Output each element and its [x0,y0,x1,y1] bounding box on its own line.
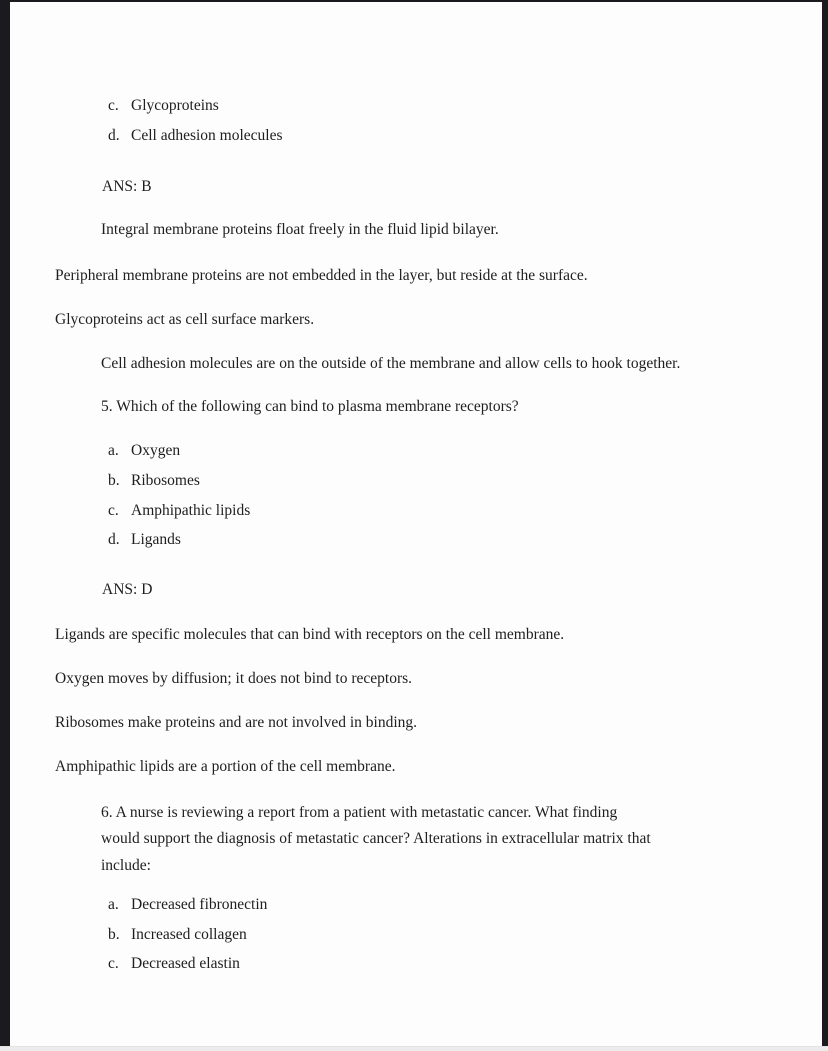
q4-rationale-line: Cell adhesion molecules are on the outside of the membrane and allow cells to hook together. [101,355,681,372]
option-text: Cell adhesion molecules [131,127,283,144]
option-text: Glycoproteins [131,97,219,114]
option-letter: a. [108,896,119,913]
option-text: Increased collagen [131,926,247,943]
option-text: Amphipathic lipids [131,502,251,519]
q5-option-a [108,441,180,460]
viewer-left-edge [0,0,10,1051]
option-letter: d. [108,531,120,548]
page-gap-strip [0,1046,828,1051]
q5-option-c [108,501,250,520]
q5-rationale-line: Oxygen moves by diffusion; it does not bind to receptors. [55,670,413,687]
option-letter: c. [108,955,119,972]
q6-option-b [108,925,247,944]
viewer-right-edge [822,0,828,1051]
q4-rationale-line: Peripheral membrane proteins are not embedded in the layer, but reside at the surface. [55,267,588,284]
q4-option-d [108,126,283,145]
option-letter: d. [108,127,120,144]
q5-stem: 5. Which of the following can bind to plasma membrane receptors? [101,398,519,415]
q6-stem-line: include: [101,856,151,874]
q6-option-a [108,895,267,914]
option-letter: c. [108,97,119,114]
viewer-top-edge [0,0,828,2]
option-letter: b. [108,472,120,489]
q5-option-b [108,471,200,490]
q4-answer: ANS: B [102,178,152,195]
q5-option-d [108,530,181,549]
q4-option-c [108,96,219,115]
q6-stem-line: would support the diagnosis of metastatic cancer? Alterations in extracellular matrix that [101,830,651,848]
option-letter: c. [108,502,119,519]
option-letter: b. [108,926,120,943]
option-text: Decreased fibronectin [131,896,268,913]
option-text: Oxygen [131,442,181,459]
q5-answer: ANS: D [102,581,153,598]
q5-rationale-line: Amphipathic lipids are a portion of the cell membrane. [55,758,396,775]
q4-rationale-line: Glycoproteins act as cell surface markers. [55,311,315,328]
q6-stem [101,800,701,879]
q6-stem-line: 6. A nurse is reviewing a report from a patient with metastatic cancer. What finding [101,804,618,821]
option-text: Decreased elastin [131,955,240,972]
q6-option-c [108,954,240,973]
q4-rationale-line: Integral membrane proteins float freely in the fluid lipid bilayer. [101,221,499,238]
q5-rationale-line: Ribosomes make proteins and are not involved in binding. [55,714,418,731]
option-text: Ligands [131,531,181,548]
option-text: Ribosomes [131,472,200,489]
q5-rationale-line: Ligands are specific molecules that can bind with receptors on the cell membrane. [55,626,565,643]
option-letter: a. [108,442,119,459]
